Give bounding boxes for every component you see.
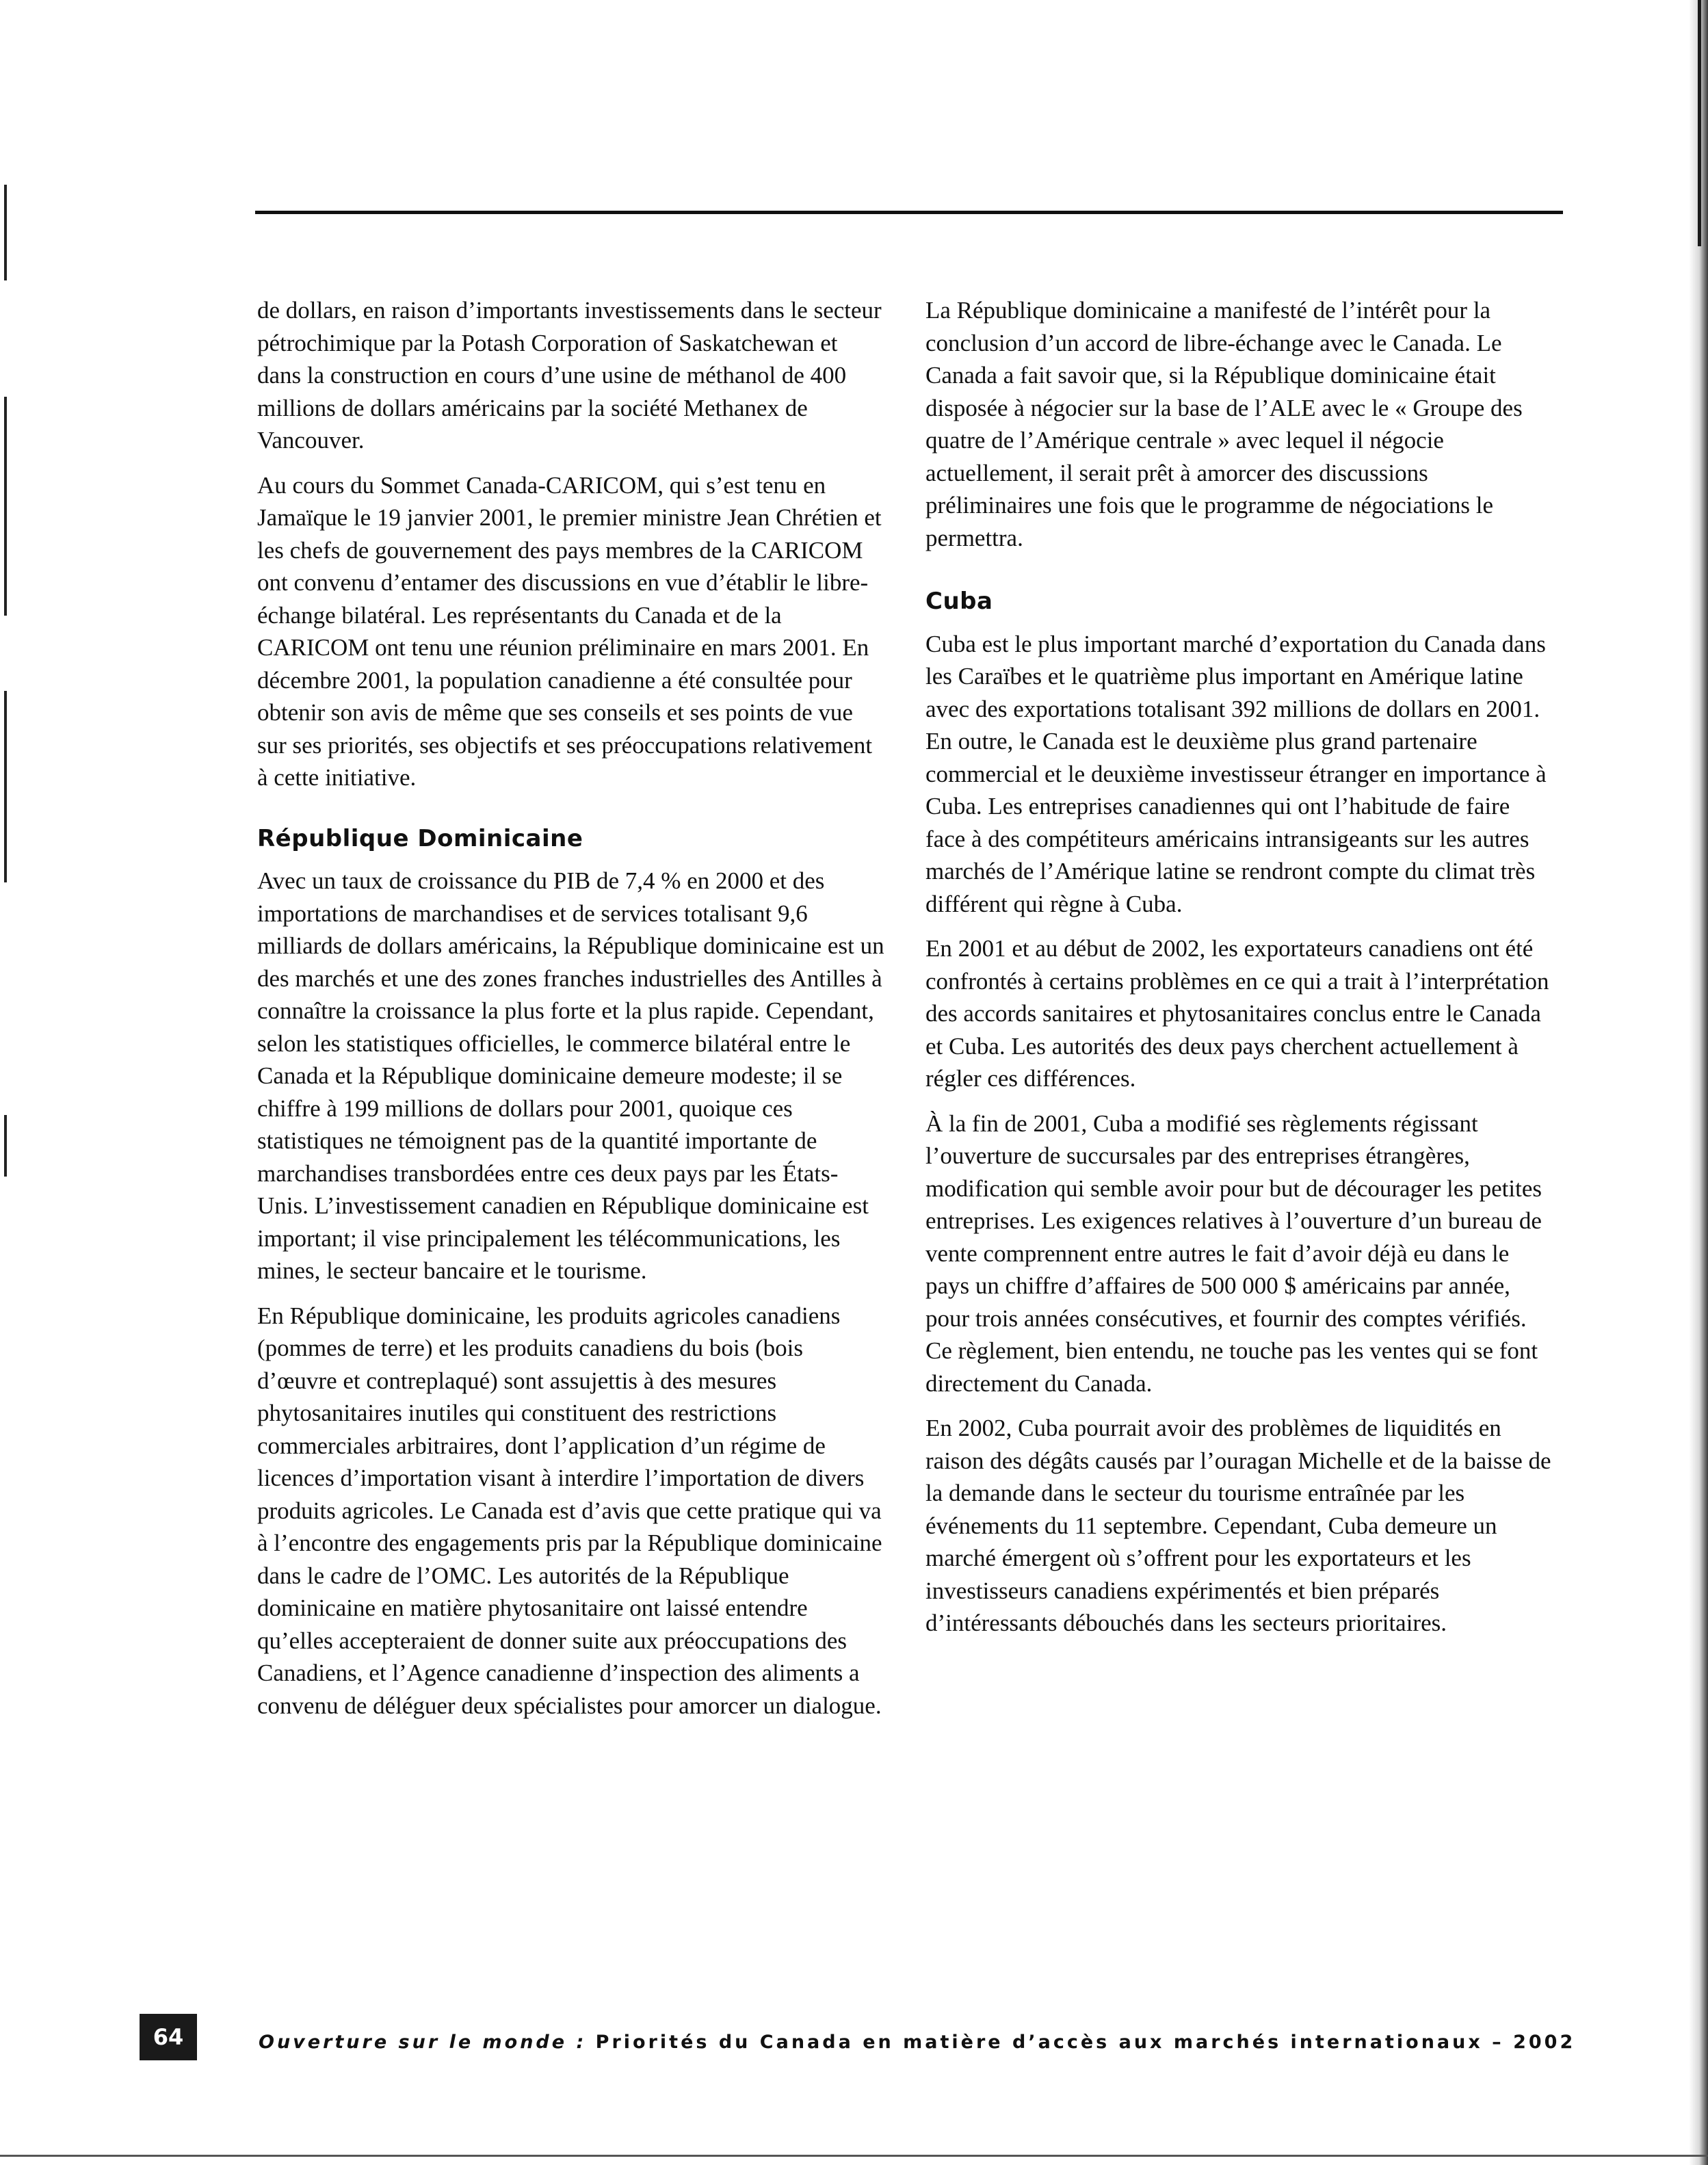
scan-mark [4, 1115, 7, 1177]
bottom-rule [0, 2155, 1708, 2157]
paragraph: Cuba est le plus important marché d’exportation du Canada dans les Caraïbes et le quatrième plus important en Amérique latine avec des exportations totalisant 392 millions de dollars en 2001. En outre, le Canada est le deuxième plus grand partenaire commercial et le deuxième investisseur étranger en importance à Cuba. Les entreprises canadiennes qui ont l’habitude de faire face à des compétiteurs américains intransigeants sur les autres marchés de l’Amérique latine se rendront compte du climat très différent qui règne à Cuba. [925, 630, 1547, 917]
scan-edge-right [1689, 0, 1708, 2165]
paragraph: de dollars, en raison d’importants investissements dans le secteur pétrochimique par la Potash Corporation of Saskatchewan et dans la construction en cours d’une usine de méthanol de 400 millions de dollars américains par la société Methanex de Vancouver. [257, 297, 882, 454]
paragraph: En 2001 et au début de 2002, les exportateurs canadiens ont été confrontés à certains problèmes en ce qui a trait à l’interprétation des accords sanitaires et phytosanitaires conclus entre le Canada et Cuba. Les autorités des deux pays cherchent actuellement à régler ces différences. [925, 935, 1549, 1092]
paragraph: À la fin de 2001, Cuba a modifié ses règlements régissant l’ouverture de succursales par des entreprises étrangères, modification qui semble avoir pour but de décourager les petites entreprises. Les exigences relatives à l’ouverture d’un bureau de vente comprennent entre autres le fait d’avoir déjà eu dans le pays un chiffre d’affaires de 500 000 $ américains par année, pour trois années consécutives, et fournir des comptes vérifiés. Ce règlement, bien entendu, ne touche pas les ventes qui se font directement du Canada. [925, 1110, 1542, 1397]
paragraph: En 2002, Cuba pourrait avoir des problèmes de liquidités en raison des dégâts causés par l’ouragan Michelle et de la baisse de la demande dans le secteur du tourisme entraînée par les événements du 11 septembre. Cependant, Cuba demeure un marché émergent où s’offrent pour les exportateurs et les investisseurs canadiens expérimentés et bien préparés d’intéressants débouchés dans les secteurs prioritaires. [925, 1415, 1551, 1636]
footer-title-italic: Ouverture sur le monde : [259, 2032, 587, 2053]
section-heading-cuba: Cuba [925, 588, 993, 615]
running-footer [259, 2026, 1576, 2059]
scan-mark [4, 185, 7, 280]
top-rule [255, 211, 1563, 214]
scan-mark [4, 691, 7, 882]
paragraph: En République dominicaine, les produits agricoles canadiens (pommes de terre) et les produits canadiens du bois (bois d’œuvre et contreplaqué) sont assujettis à des mesures phytosanitaires inutiles qui constituent des restrictions commerciales arbitraires, dont l’application d’un régime de licences d’importation visant à interdire l’importation de divers produits agricoles. Le Canada est d’avis que cette pratique qui va à l’encontre des engagements pris par la République dominicaine dans le cadre de l’OMC. Les autorités de la République dominicaine en matière phytosanitaire ont laissé entendre qu’elles accepteraient de donner suite aux préoccupations des Canadiens, et l’Agence canadienne d’inspection des aliments a convenu de déléguer deux spécialistes pour amorcer un dialogue. [257, 1302, 882, 1719]
scan-mark [4, 397, 7, 616]
paragraph: La République dominicaine a manifesté de l’intérêt pour la conclusion d’un accord de libre-échange avec le Canada. Le Canada a fait savoir que, si la République dominicaine était disposée à négocier sur la base de l’ALE avec le « Groupe des quatre de l’Amérique centrale » avec lequel il négocie actuellement, il serait prêt à amorcer des discussions préliminaires une fois que le programme de négociations le permettra. [925, 297, 1523, 551]
scan-edge-right-bar [1698, 0, 1701, 246]
right-column [925, 294, 1555, 1652]
page-number: 64 [140, 2014, 197, 2060]
left-column [257, 294, 886, 1734]
scan-marks-left [0, 171, 16, 1197]
paragraph: Au cours du Sommet Canada-CARICOM, qui s’est tenu en Jamaïque le 19 janvier 2001, le premier ministre Jean Chrétien et les chefs de gouvernement des pays membres de la CARICOM ont convenu d’entamer des discussions en vue d’établir le libre-échange bilatéral. Les représentants du Canada et de la CARICOM ont tenu une réunion préliminaire en mars 2001. En décembre 2001, la population canadienne a été consultée pour obtenir son avis de même que ses conseils et ses points de vue sur ses priorités, ses objectifs et ses préoccupations relativement à cette initiative. [257, 471, 882, 791]
section-heading-dominican-republic: République Dominicaine [257, 824, 583, 852]
paragraph: Avec un taux de croissance du PIB de 7,4 % en 2000 et des importations de marchandises et de services totalisant 9,6 milliards de dollars américains, la République dominicaine est un des marchés et une des zones franches industrielles des Antilles à connaître la croissance la plus forte et la plus rapide. Cependant, selon les statistiques officielles, le commerce bilatéral entre le Canada et la République dominicaine demeure modeste; il se chiffre à 199 millions de dollars pour 2001, quoique ces statistiques ne témoignent pas de la quantité importante de marchandises transbordées entre ces deux pays par les États-Unis. L’investissement canadien en République dominicaine est important; il vise principalement les télécommunications, les mines, le secteur bancaire et le tourisme. [257, 867, 884, 1284]
footer-title-rest: Priorités du Canada en matière d’accès aux marchés internationaux – 2002 [586, 2032, 1576, 2053]
